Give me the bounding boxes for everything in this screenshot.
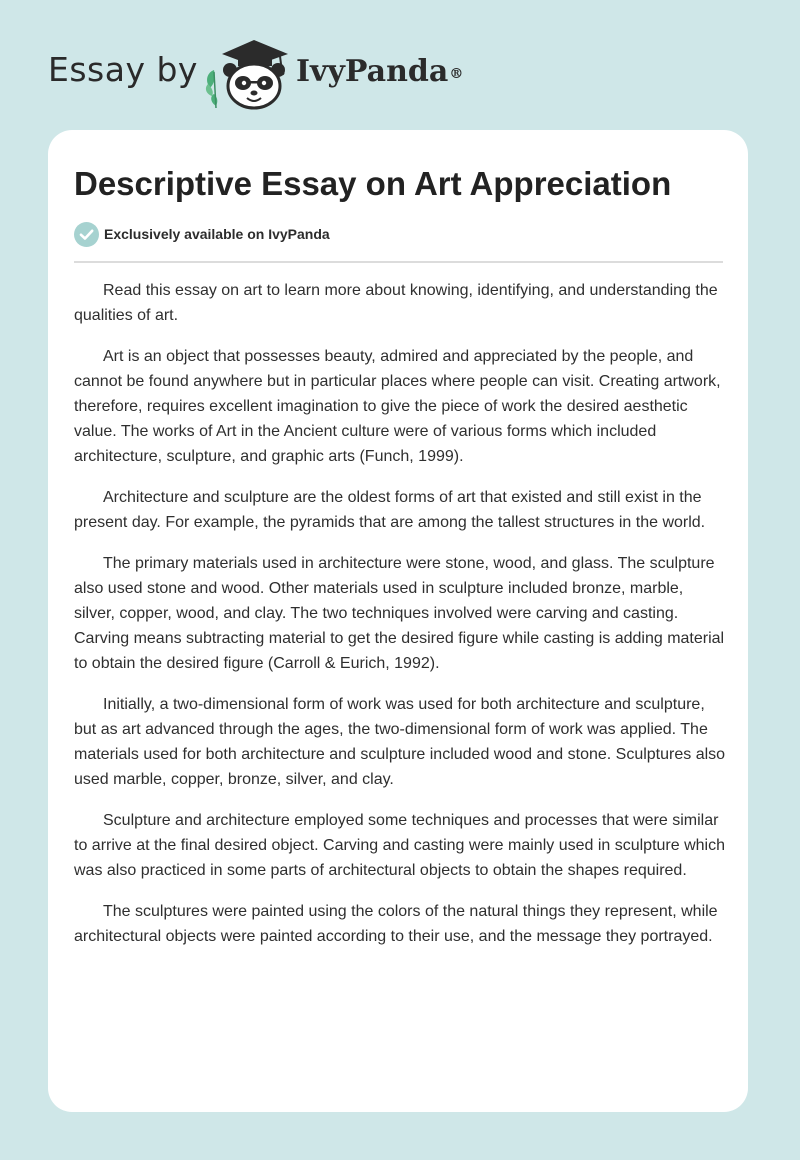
divider xyxy=(74,261,723,263)
essay-body xyxy=(74,278,726,965)
paragraph: Initially, a two-dimensional form of work was used for both architecture and sculpture, but as art advanced through the ages, the two-dimensional form of work was applied. The materials used for both architecture and sculpture included wood and stone. Sculptures also used marble, copper, bronze, silver, and clay. xyxy=(74,696,726,788)
registered-mark: ® xyxy=(449,66,464,82)
badge-text: Exclusively available on IvyPanda xyxy=(104,226,330,242)
brand-prefix: Essay by xyxy=(48,50,198,89)
paragraph: Art is an object that possesses beauty, admired and appreciated by the people, and cannot be found anywhere but in particular places where people can visit. Creating artwork, therefore, requires excellent imagination to give the piece of work the desired aesthetic value. The works of Art in the Ancient culture were of various forms which included architecture, sculpture, and graphic arts (Funch, 1999). xyxy=(74,348,721,465)
essay-card xyxy=(48,130,748,1112)
paragraph: The sculptures were painted using the colors of the natural things they represent, while architectural objects were painted according to their use, and the message they portrayed. xyxy=(74,903,718,945)
site-header xyxy=(0,0,800,120)
check-circle-icon xyxy=(74,222,99,247)
brand-name[interactable] xyxy=(296,52,463,92)
panda-graduate-icon[interactable] xyxy=(200,36,294,110)
exclusive-badge xyxy=(74,221,330,247)
brand-name-text: IvyPanda xyxy=(296,54,449,89)
paragraph: Read this essay on art to learn more about knowing, identifying, and understanding the qualities of art. xyxy=(74,282,718,324)
paragraph: Sculpture and architecture employed some techniques and processes that were similar to arrive at the final desired object. Carving and casting were mainly used in sculpture which was also practiced in some parts of architectural objects to obtain the shapes required. xyxy=(74,812,725,879)
page-title: Descriptive Essay on Art Appreciation xyxy=(74,165,672,202)
paragraph: The primary materials used in architecture were stone, wood, and glass. The sculpture also used stone and wood. Other materials used in sculpture included bronze, marble, silver, copper, wood, and clay. The two techniques involved were carving and casting. Carving means subtracting material to get the desired figure while casting is adding material to obtain the desired figure (Carroll & Eurich, 1992). xyxy=(74,555,725,672)
paragraph: Architecture and sculpture are the oldest forms of art that existed and still exist in the present day. For example, the pyramids that are among the tallest structures in the world. xyxy=(74,489,706,531)
